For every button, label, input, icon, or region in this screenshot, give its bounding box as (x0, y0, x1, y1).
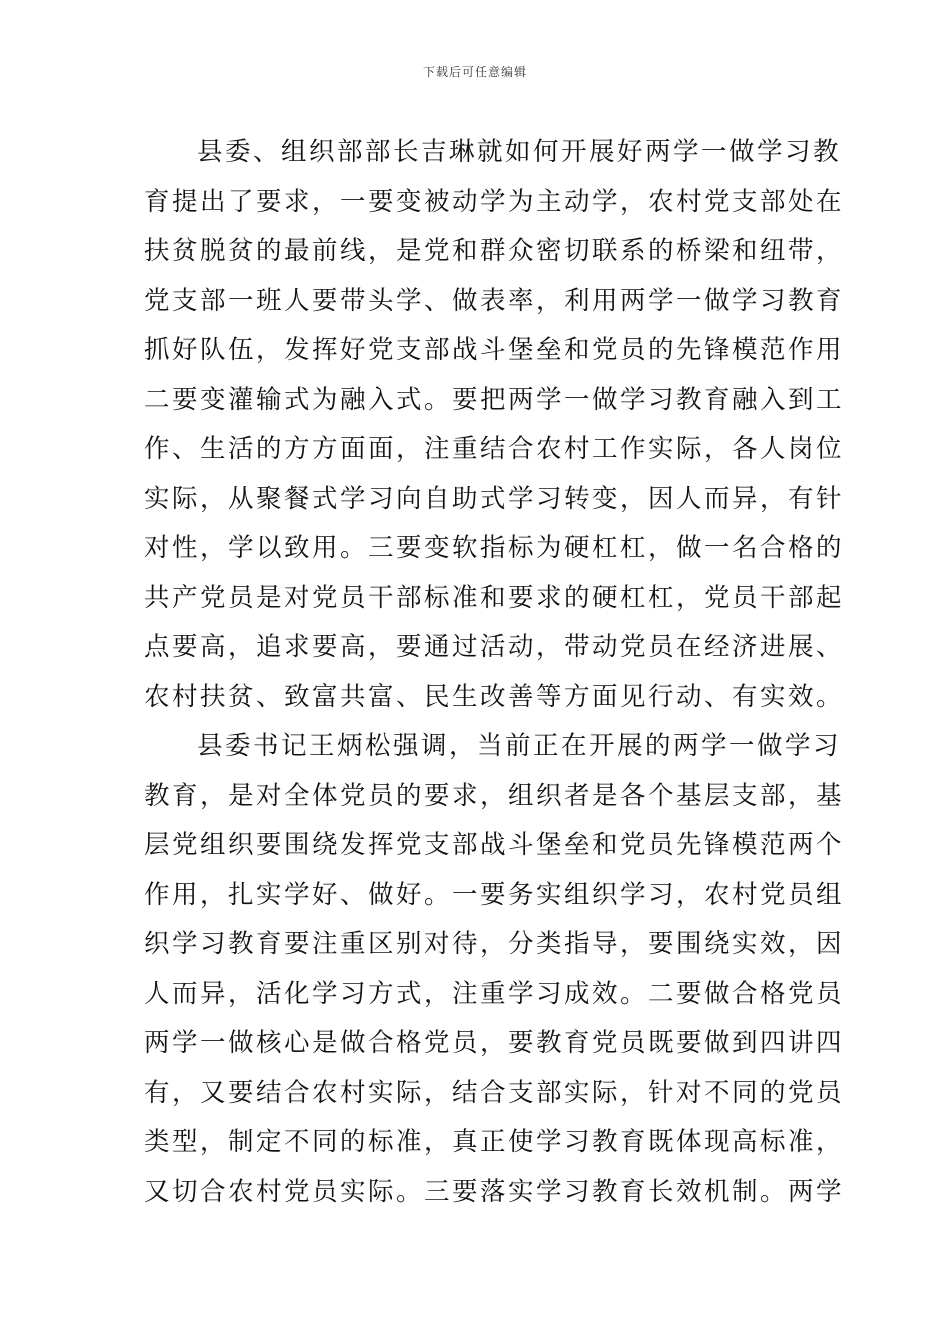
text-line: 人而异，活化学习方式，注重学习成效。二要做合格党员 (144, 978, 845, 1009)
text-line: 农村扶贫、致富共富、民生改善等方面见行动、有实效。 (144, 681, 845, 712)
text-line: 织学习教育要注重区别对待，分类指导，要围绕实效，因 (144, 929, 845, 959)
text-line: 共产党员是对党员干部标准和要求的硬杠杠，党员干部起 (144, 582, 845, 613)
text-line: 有，又要结合农村实际，结合支部实际，针对不同的党员 (144, 1077, 845, 1108)
text-line: 层党组织要围绕发挥党支部战斗堡垒和党员先锋模范两个 (144, 830, 845, 860)
text-line: 党支部一班人要带头学、做表率，利用两学一做学习教育 (144, 285, 845, 316)
text-line: 教育，是对全体党员的要求，组织者是各个基层支部，基 (144, 780, 845, 811)
text-line: 扶贫脱贫的最前线，是党和群众密切联系的桥梁和纽带， (144, 236, 845, 266)
text-line: 作、生活的方方面面，注重结合农村工作实际，各人岗位 (144, 434, 845, 464)
paragraph-2 (144, 722, 845, 1217)
text-line: 二要变灌输式为融入式。要把两学一做学习教育融入到工 (144, 384, 845, 415)
text-line: 作用，扎实学好、做好。一要务实组织学习，农村党员组 (144, 879, 845, 910)
text-line: 又切合农村党员实际。三要落实学习教育长效机制。两学 (144, 1176, 845, 1207)
text-line: 县委书记王炳松强调，当前正在开展的两学一做学习 (197, 731, 842, 761)
text-line: 育提出了要求，一要变被动学为主动学，农村党支部处在 (144, 186, 845, 217)
text-line: 类型，制定不同的标准，真正使学习教育既体现高标准， (144, 1127, 845, 1157)
text-line: 抓好队伍，发挥好党支部战斗堡垒和党员的先锋模范作用 (144, 335, 845, 365)
text-line: 实际，从聚餐式学习向自助式学习转变，因人而异，有针 (144, 483, 845, 514)
text-line: 县委、组织部部长吉琳就如何开展好两学一做学习教 (197, 137, 842, 167)
text-line: 点要高，追求要高，要通过活动，带动党员在经济进展、 (144, 632, 845, 662)
text-line: 对性，学以致用。三要变软指标为硬杠杠，做一名合格的 (144, 533, 845, 563)
document-body (144, 128, 845, 1217)
paragraph-1 (144, 128, 845, 722)
text-line: 两学一做核心是做合格党员，要教育党员既要做到四讲四 (144, 1028, 845, 1058)
page-header-note: 下载后可任意编辑 (422, 65, 527, 79)
